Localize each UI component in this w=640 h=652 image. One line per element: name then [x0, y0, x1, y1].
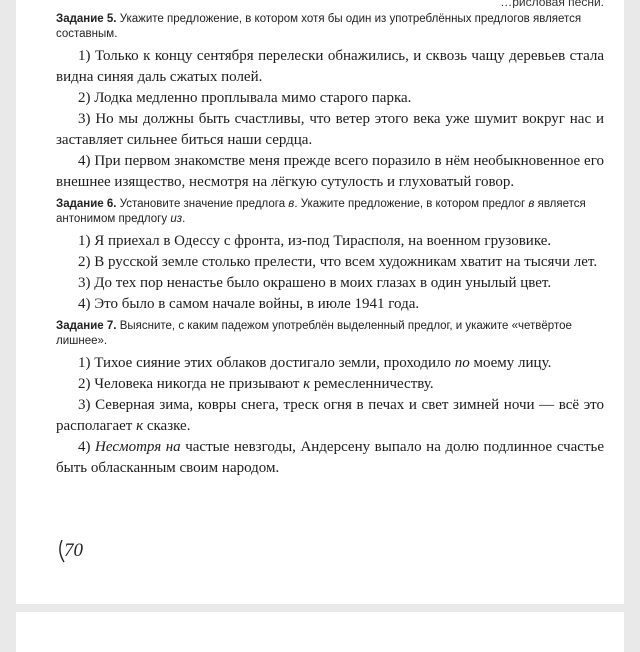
task-7-item-2	[56, 374, 604, 395]
task-5-item-3: 3) Но мы должны быть счастливы, что ветер этого века уже шумит вокруг нас и заставляет сильнее биться наши сердца.	[56, 111, 604, 148]
item-text: 3) Северная зима, ковры снега, треск огня в печах и свет зимней ночи — всё это располагает	[56, 397, 604, 434]
page-number: 70	[64, 540, 83, 561]
task-5-items	[56, 46, 604, 193]
item-text: 4)	[78, 439, 96, 455]
task-6-text-end: .	[182, 213, 186, 225]
task-7-text: Выясните, с каким падежом употреблён выделенный предлог, и укажите «четвёртое лишнее».	[56, 320, 572, 347]
task-7-item-3	[56, 395, 604, 437]
task-6-prep-iz: из	[170, 213, 183, 225]
item-text: сказке.	[143, 418, 191, 434]
next-page-edge	[16, 612, 624, 652]
task-6-item-3: 3) До тех пор ненастье было окрашено в моих глазах в один унылый цвет.	[78, 275, 552, 291]
task-6-item-4: 4) Это было в самом начале войны, в июле 1941 года.	[78, 296, 420, 312]
task-6-label: Задание 6.	[56, 198, 117, 210]
task-6-text-c: является антонимом предлогу	[56, 198, 586, 225]
item-text: частые невзгоды, Андерсену выпало на долю подлинное счастье быть обласканным своим народом.	[56, 439, 605, 476]
task-7-item-1	[56, 353, 604, 374]
item-text: 1) Тихое сияние этих облаков достигало земли, проходило	[78, 355, 455, 371]
item-text: моему лицу.	[469, 355, 552, 371]
cut-off-top-line: …рисловая песни.	[500, 0, 604, 8]
task-6-item-1: 1) Я приехал в Одессу с фронта, из-под Тирасполя, на военном грузовике.	[78, 233, 552, 249]
highlighted-preposition: к	[303, 376, 311, 392]
task-6-text-b: . Укажите предложение, в котором предлог	[294, 198, 529, 210]
task-5-instruction	[56, 12, 604, 42]
task-6-items	[56, 231, 604, 315]
task-7-item-4	[56, 437, 604, 479]
item-text: ремесленничеству.	[310, 376, 434, 392]
page-content	[56, 2, 604, 479]
task-5-label: Задание 5.	[56, 13, 117, 25]
task-5-item-1: 1) Только к концу сентября перелески обнажились, и сквозь чащу деревьев стала видна синяя даль сжатых полей.	[56, 48, 604, 85]
textbook-page	[16, 0, 624, 604]
task-6-instruction	[56, 197, 604, 227]
task-5-item-4: 4) При первом знакомстве меня прежде всего поразило в нём необыкновенное его внешнее изящество, несмотря на лёгкую сутулость и глуховатый говор.	[56, 153, 604, 190]
task-6-prep-v-2: в	[528, 198, 535, 210]
task-7-label: Задание 7.	[56, 320, 117, 332]
task-6-item-2: 2) В русской земле столько прелести, что всем художникам хватит на тысячи лет.	[78, 254, 598, 270]
task-6-text-a: Установите значение предлога	[119, 198, 289, 210]
highlighted-preposition: по	[454, 355, 470, 371]
task-7-instruction	[56, 319, 604, 349]
task-6-prep-v-1: в	[288, 198, 295, 210]
item-text: 2) Человека никогда не призывают	[78, 376, 304, 392]
task-7-items	[56, 353, 604, 479]
highlighted-preposition: к	[136, 418, 144, 434]
task-5-item-2: 2) Лодка медленно проплывала мимо старого парка.	[78, 90, 412, 106]
task-5-text: Укажите предложение, в котором хотя бы один из употреблённых предлогов является составным.	[56, 13, 582, 40]
highlighted-preposition: Несмотря на	[95, 439, 181, 455]
